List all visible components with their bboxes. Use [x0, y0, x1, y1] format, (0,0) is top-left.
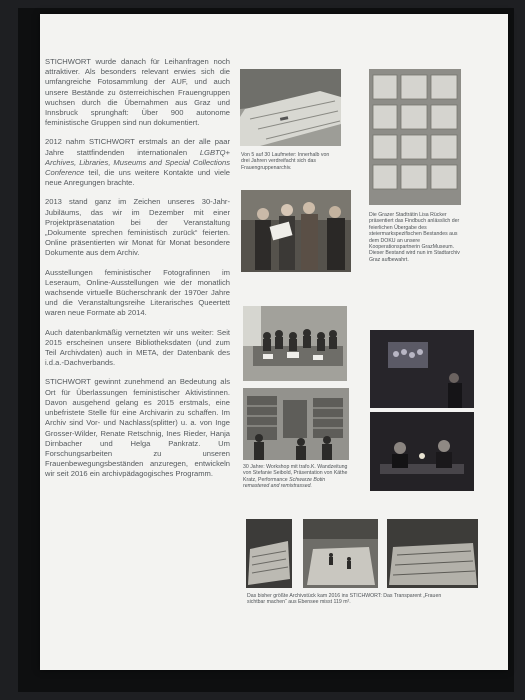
conference-name: LGBTQ+ Archives, Libraries, Museums and Special Collections Conference — [45, 147, 230, 178]
paragraph-conference: 2012 nahm STICHWORT erstmals an der alle paar Jahre stattfindenden internationalen LGBTQ+ Archives, Libraries, Museums and Special Collections Conference teil, die uns weitere Kontakte und viele neue Anregungen brachte. — [45, 137, 230, 188]
photo-workshop-table — [243, 306, 347, 381]
caption-workshop: 30 Jahre: Workshop mit trafo.K. Wandzeitung von Stefanie Seibold, Präsentation von Käthe Kratz, Performance Schwarze Botin remastered and remixtrassed. — [243, 464, 348, 490]
photo-library — [243, 388, 349, 460]
paragraph-leihanfragen: STICHWORT wurde danach für Leihanfragen noch attraktiver. Als besonders relevant erwies sich die umfangreiche Fotosammlung der AUF, und auch unsere Bestände zu österreichischen Frauengruppen wuchsen durch die Übernahmen aus Graz und Innsbruck sprunghaft: Über 900 autonome feministische Gruppen sind nun dokumentiert. — [45, 57, 230, 128]
photo-performance — [370, 412, 474, 491]
photo-banner-hall — [303, 519, 378, 588]
photo-banner-rolled — [246, 519, 292, 588]
paragraph-nachlaesse: STICHWORT gewinnt zunehmend an Bedeutung als Ort für Überlassungen feministischer Aktivistinnen. Davon ausgehend gelang es 2015 erstmals, eine unbefristete Stelle für eine Archivarin zu schaffen. Im Archiv sind Vor- und Nachlass(splitter) u. a. von Inge Grosser-Wilder, Renate Retschnig, Ines Rieder, Hanja Dirnbacher und Helga Pankratz. Um Forschungsarbeiten zu unseren Frauenbewegungsbeständen anzuregen, entwickeln wir seit 2016 ein archivpädagogisches Programm. — [45, 377, 230, 479]
photo-archive-boxes — [369, 69, 461, 205]
text-column — [45, 57, 230, 489]
photo-banner-spread — [387, 519, 478, 588]
caption-transparent: Das bisher größte Archivstück kam 2016 ins STICHWORT: Das Transparent „Frauen sichtbar machen“ aus Ebensee misst 119 m². — [247, 593, 442, 606]
photo-projection — [370, 330, 474, 408]
paragraph-jubilaeum: 2013 stand ganz im Zeichen unseres 30-Jahr-Jubiläums, das wir im Dezember mit einer Projektpräsenatation bei der Veranstaltung „Dokumente sprechen feministisch zurück“ feierten. Online präsentierten wir Monat für Monat besondere Dokumente aus dem Archiv. — [45, 197, 230, 258]
photo-graz-handover — [241, 190, 351, 272]
paragraph-datenbank: Auch datenbankmäßig vernetzten wir uns weiter: Seit 2015 erscheinen unsere Bibliotheksdaten (und zum Teil Archivdaten) auch in META, der Datenbank des i.d.a.-Dachverbands. — [45, 327, 230, 368]
caption-drawers: Von 5 auf 30 Laufmeter: Innerhalb von drei Jahren verdreifacht sich das Frauengruppenarchiv. — [241, 152, 330, 171]
paragraph-formate: Ausstellungen feministischer Fotografinnen im Leseraum, Online-Ausstellungen wie der monatlich wachsende virtuelle Bücherschrank der 1970er Jahre und die Veranstaltungsreihe Literarisches Queertett waren neue Formate ab 2014. — [45, 267, 230, 318]
photo-archive-drawers — [240, 69, 341, 146]
caption-graz: Die Grazer Stadträtin Lisa Rücker präsentiert das Findbuch anlässlich der feierlichen Übergabe des steiermarkspezifischen Bestandes aus dem DOKU an unsere Kooperationspartnerin GrazMuseum. Dieser Bestand wird nun im Stadtarchiv Graz aufbewahrt. — [369, 212, 460, 263]
